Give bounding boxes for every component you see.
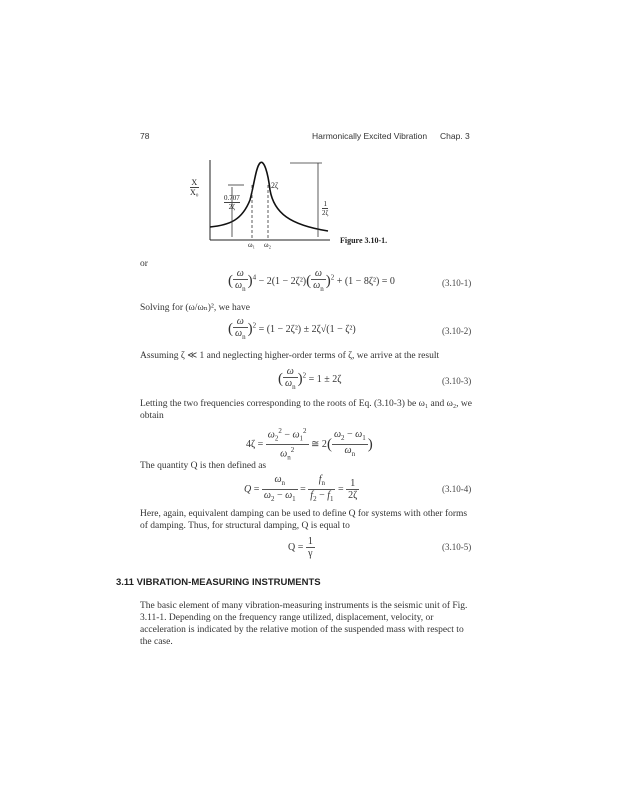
bandwidth-label: 2ζ [271, 181, 279, 190]
eq5-last-num: 1 [346, 478, 359, 490]
y-label-num: X [191, 178, 198, 187]
height-num: 1 [323, 200, 327, 208]
equation-3-10-2: ( $\frac{\omega}{\omega_n}$ )$^2$ = (1 − 2ζ²) ± 2ζ√(1 − ζ²) [228, 316, 356, 341]
page-number: 78 [140, 131, 150, 141]
eq6-lhs: Q = [288, 541, 304, 553]
eq-number-3-10-5: (3.10-5) [442, 542, 472, 552]
peak-height-label [322, 200, 328, 217]
running-title: Harmonically Excited Vibration [312, 131, 428, 141]
chapter-label: Chap. 3 [440, 131, 470, 141]
quantity-text: The quantity Q is then defined as [140, 461, 267, 471]
eq5-last-den: 2ζ [348, 490, 358, 501]
basic-paragraph: The basic element of many vibration-measuring instruments is the seismic unit of Fig. 3.11-1. Depending on the frequency range utilized, displacement, velocity, or acceleration is indicated by the relative motion of the suspended mass with respect to the case. [140, 601, 468, 647]
omega1-label: ω₁ [248, 241, 256, 249]
figure-caption: Figure 3.10-1. [340, 236, 388, 245]
half-power-annotation [224, 194, 240, 211]
eq4-approx: ≅ 2 [311, 439, 327, 451]
eq1-tail: + (1 − 8ζ²) = 0 [336, 275, 395, 287]
eq-number-3-10-2: (3.10-2) [442, 326, 472, 336]
peak-annot-num: 0.707 [224, 194, 240, 202]
here-text: Here, again, equivalent damping can be used to define Q for systems with other forms of damping. Thus, for structural damping, Q is equal to [140, 509, 468, 531]
eq6-den: γ [308, 548, 313, 559]
height-den: 2ζ [322, 209, 329, 217]
eq2-rhs: = (1 − 2ζ²) ± 2ζ√(1 − ζ²) [258, 323, 356, 335]
or-text: or [140, 259, 148, 269]
eq-number-3-10-4: (3.10-4) [442, 484, 472, 494]
eq6-num: 1 [307, 536, 313, 547]
eq3-rhs: = 1 ± 2ζ [308, 373, 342, 385]
letting-text: Letting the two frequencies corresponding to the roots of Eq. (3.10-3) be ω₁ and ω₂, we obtain [140, 399, 473, 421]
equation-3-10-1: ( $\frac{\omega}{\omega_n}$ )$^4$ − 2(1 − 2ζ²)( $\frac{\omega}{\omega_n}$ )$^2$ + (1 − 8ζ²) = 0 [228, 268, 395, 293]
y-label-den: X₀ [190, 188, 199, 197]
equation-3-10-5 [288, 536, 315, 559]
eq1-mid: − 2(1 − 2ζ²) [258, 275, 307, 287]
equation-3-10-4: Q = $\frac{\omega_n}{\omega_2 - \omega_1}$ = $\frac{f_n}{f_2 - f_1}$ = $\frac{1}{2\zeta}$ [244, 474, 358, 503]
peak-annot-den: 2ζ [228, 203, 236, 211]
eq-number-3-10-3: (3.10-3) [442, 376, 472, 386]
equation-3-10-3: ( $\frac{\omega}{\omega_n}$ )$^2$ = 1 ± 2ζ [278, 366, 342, 391]
solving-text: Solving for (ω/ωₙ)², we have [140, 303, 250, 313]
section-title: 3.11 VIBRATION-MEASURING INSTRUMENTS [116, 577, 321, 588]
equation-4zeta: 4ζ = $\frac{\omega_2^2 - \omega_1^2}{\omega_n^2}$ ≅ 2( $\frac{\omega_2 - \omega_1}{\omega_n}$ ) [246, 427, 373, 462]
assuming-text: Assuming ζ ≪ 1 and neglecting higher-order terms of ζ, we arrive at the result [140, 351, 440, 361]
y-axis-label [190, 178, 199, 197]
omega2-label: ω₂ [264, 241, 272, 249]
eq4-lhs: 4ζ = [246, 439, 264, 451]
eq-number-3-10-1: (3.10-1) [442, 278, 472, 288]
